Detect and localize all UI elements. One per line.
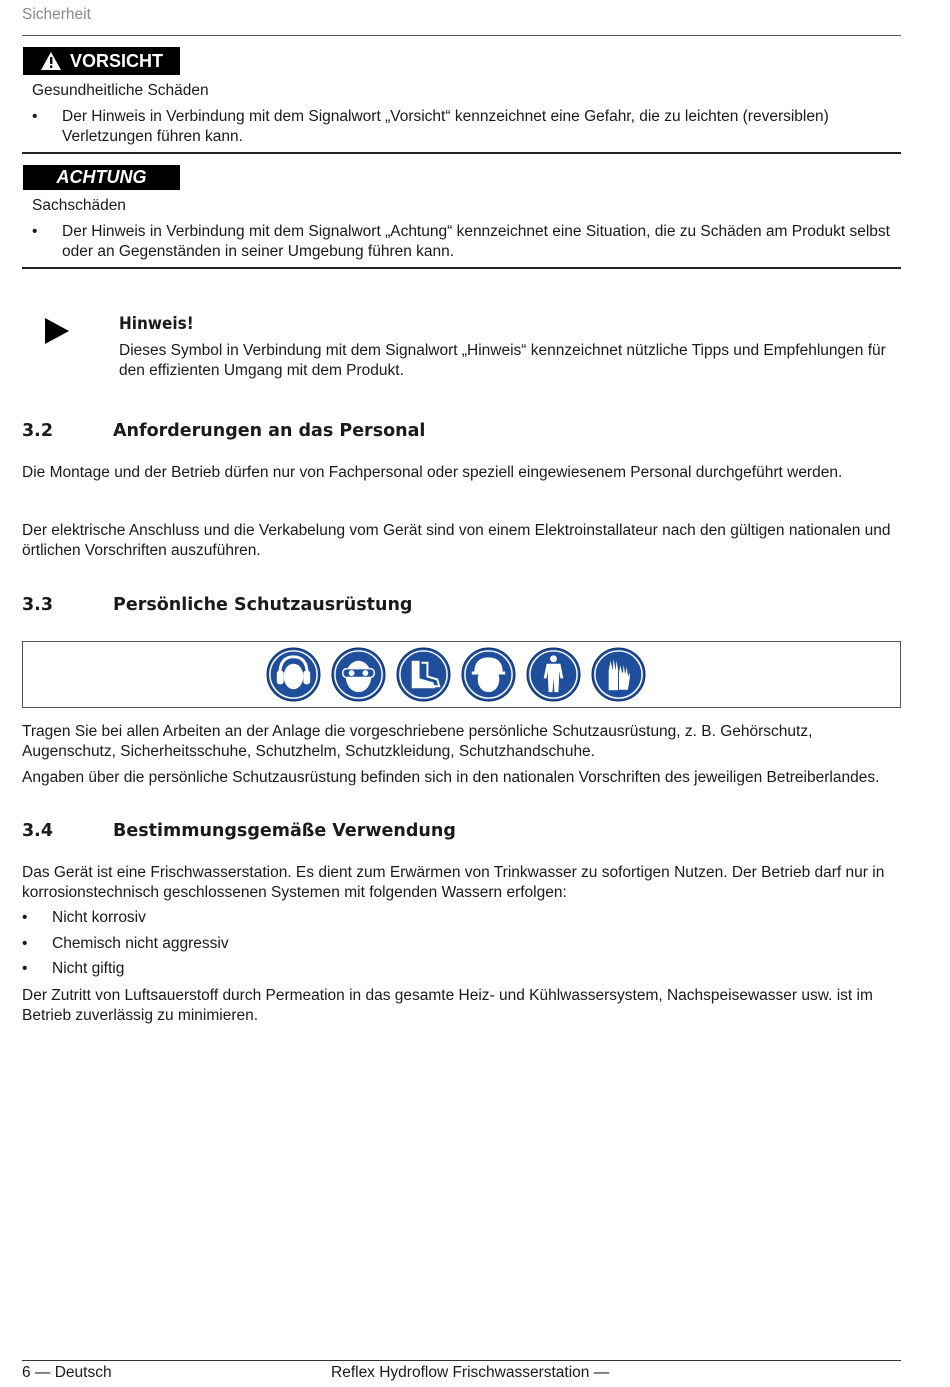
section-3-3-para-1: Tragen Sie bei allen Arbeiten an der Anlage die vorgeschriebene persönliche Schutzausrüstung, z. B. Gehörschutz, Augenschutz, Sicherheitsschuhe, Schutzhelm, Schutzkleidung, Schutzhandschuhe.	[22, 723, 813, 760]
section-number: 3.4	[22, 821, 54, 841]
section-3-4-para-1: Das Gerät ist eine Frischwasserstation. Es dient zum Erwärmen von Trinkwasser zu sofortigen Nutzen. Der Betrieb darf nur in korrosionstechnisch geschlossenen Systemen mit folgenden Wassern erfolgen:	[22, 864, 885, 901]
bullet-dot: •	[32, 223, 38, 240]
hinweis-title: Hinweis!	[119, 314, 194, 334]
footer-page-language: 6 — Deutsch	[22, 1364, 112, 1381]
eye-protection-icon	[331, 647, 386, 702]
section-title: Anforderungen an das Personal	[113, 421, 426, 441]
footer-product-title: Reflex Hydroflow Frischwasserstation —	[331, 1364, 610, 1381]
section-title: Persönliche Schutzausrüstung	[113, 595, 413, 615]
vorsicht-divider	[22, 152, 901, 154]
section-3-2-para-2: Der elektrische Anschluss und die Verkabelung vom Gerät sind von einem Elektroinstallateur nach den gültigen nationalen und örtlichen Vorschriften auszuführen.	[22, 522, 891, 559]
section-3-2-heading	[22, 421, 425, 441]
section-3-4-heading	[22, 821, 456, 841]
achtung-signal-box	[23, 165, 180, 190]
requirements-list	[22, 909, 902, 989]
list-item-text: Chemisch nicht aggressiv	[52, 935, 229, 952]
vorsicht-label: VORSICHT	[69, 50, 163, 71]
vorsicht-signal-box	[23, 47, 180, 75]
bullet-dot: •	[32, 108, 38, 125]
list-item-text: Nicht korrosiv	[52, 909, 146, 926]
safety-helmet-icon	[461, 647, 516, 702]
achtung-bullet	[32, 222, 892, 262]
achtung-label: ACHTUNG	[56, 167, 147, 187]
section-3-3-para-2: Angaben über die persönliche Schutzausrüstung befinden sich in den nationalen Vorschriften des jeweiligen Betreiberlandes.	[22, 769, 880, 786]
warning-triangle-icon	[40, 51, 62, 71]
safety-boots-icon	[396, 647, 451, 702]
section-number: 3.3	[22, 595, 54, 615]
section-3-4-para-2: Der Zutritt von Luftsauerstoff durch Permeation in das gesamte Heiz- und Kühlwassersystem, Nachspeisewasser usw. ist im Betrieb zuverlässig zu minimieren.	[22, 987, 873, 1024]
list-item-text: Nicht giftig	[52, 960, 125, 977]
footer-divider	[22, 1360, 901, 1361]
bullet-dot: •	[22, 960, 28, 977]
achtung-divider	[22, 267, 901, 269]
section-3-3-heading	[22, 595, 412, 615]
bullet-dot: •	[22, 935, 28, 952]
achtung-bullet-text: Der Hinweis in Verbindung mit dem Signalwort „Achtung“ kennzeichnet eine Situation, die zu Schäden am Produkt selbst oder an Gegenständen in seiner Umgebung führen kann.	[62, 223, 890, 260]
play-arrow-icon	[45, 318, 69, 344]
section-title: Bestimmungsgemäße Verwendung	[113, 821, 456, 841]
header-divider	[22, 35, 901, 36]
vorsicht-bullet	[32, 107, 892, 147]
ear-protection-icon	[266, 647, 321, 702]
bullet-dot: •	[22, 909, 28, 926]
vorsicht-subtitle: Gesundheitliche Schäden	[32, 82, 209, 99]
section-3-2-para-1: Die Montage und der Betrieb dürfen nur von Fachpersonal oder speziell eingewiesenem Personal durchgeführt werden.	[22, 464, 843, 481]
achtung-subtitle: Sachschäden	[32, 197, 126, 214]
protective-gloves-icon	[591, 647, 646, 702]
ppe-icon-panel	[22, 641, 901, 708]
vorsicht-bullet-text: Der Hinweis in Verbindung mit dem Signalwort „Vorsicht“ kennzeichnet eine Gefahr, die zu leichten (reversiblen) Verletzungen führen kann.	[62, 108, 829, 145]
section-number: 3.2	[22, 421, 54, 441]
protective-clothing-icon	[526, 647, 581, 702]
hinweis-text: Dieses Symbol in Verbindung mit dem Signalwort „Hinweis“ kennzeichnet nützliche Tipps und Empfehlungen für den effizienten Umgang mit dem Produkt.	[119, 342, 886, 379]
header-section-title: Sicherheit	[22, 6, 91, 23]
